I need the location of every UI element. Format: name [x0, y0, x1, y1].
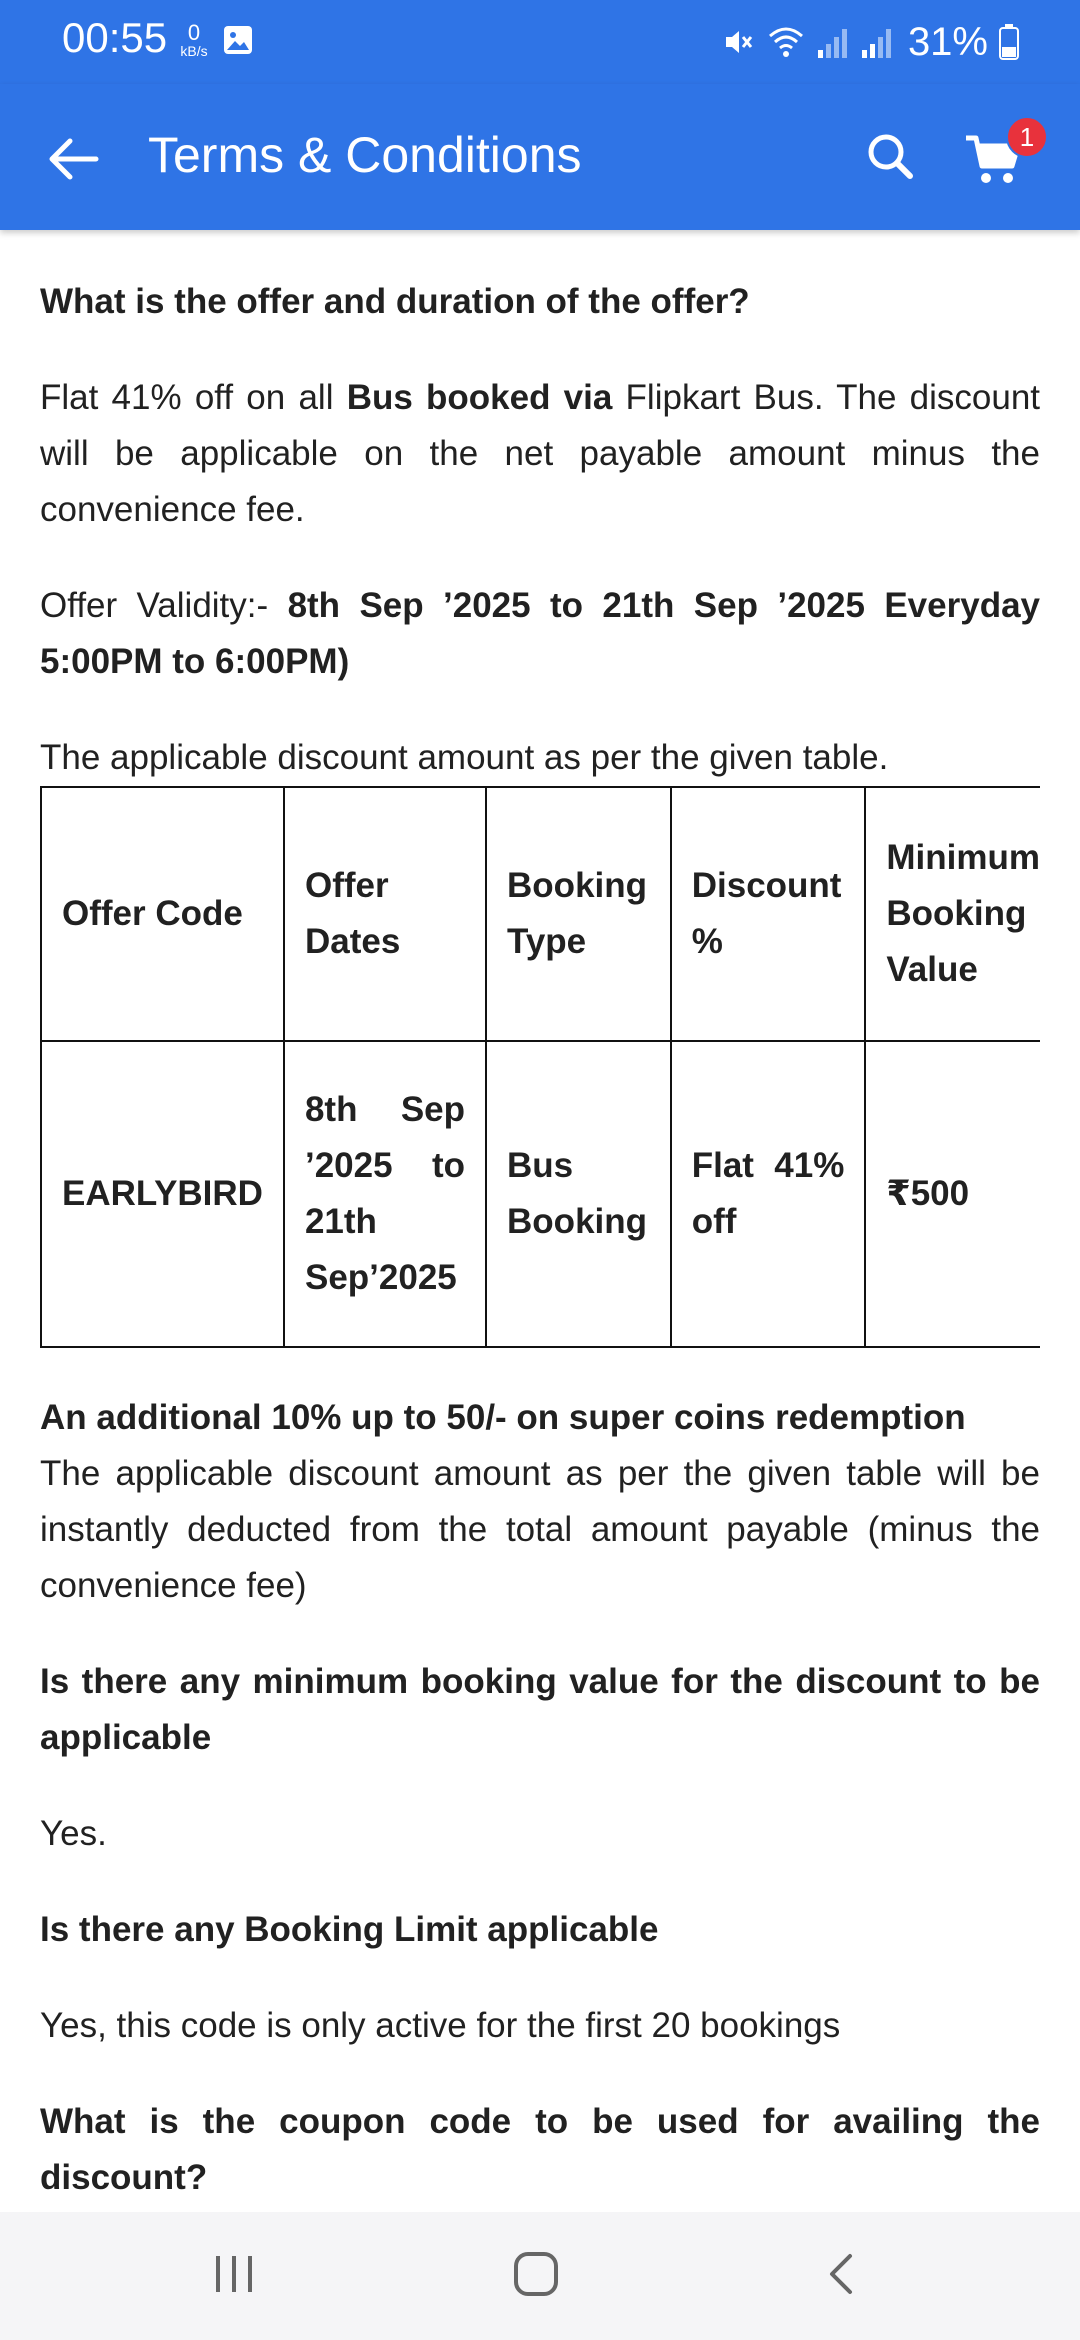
offer-table — [40, 786, 1040, 1348]
additional-offer-heading: An additional 10% up to 50/- on super coins redemption — [40, 1398, 966, 1437]
app-bar — [0, 84, 1080, 230]
cell-min-booking: ₹500 — [865, 1041, 1040, 1347]
validity-value: 8th Sep ’2025 to 21th Sep ’2025 Everyday 5:00PM to 6:00PM) — [40, 586, 1041, 681]
cell-offer-code: EARLYBIRD — [41, 1041, 284, 1347]
table-intro: The applicable discount amount as per the given table. — [40, 738, 889, 777]
header-offer-dates: Offer Dates — [284, 787, 486, 1041]
nav-back-icon[interactable] — [820, 2252, 864, 2296]
status-time: 00:55 — [62, 14, 168, 61]
validity-label: Offer Validity:- — [40, 586, 288, 625]
mute-icon — [720, 24, 756, 60]
question-offer-duration: What is the offer and duration of the offer? — [40, 282, 750, 321]
network-speed-unit: kB/s — [180, 43, 208, 59]
table-row — [41, 1041, 1040, 1347]
header-discount: Discount % — [671, 787, 866, 1041]
header-booking-type: Booking Type — [486, 787, 671, 1041]
search-icon[interactable] — [862, 126, 918, 186]
offer-text-bold: Bus booked via — [346, 378, 613, 417]
answer-minimum-value: Yes. — [40, 1814, 107, 1853]
status-bar — [0, 0, 1080, 84]
network-speed — [174, 22, 214, 58]
header-offer-code: Offer Code — [41, 787, 284, 1041]
battery-icon — [998, 23, 1020, 61]
home-icon[interactable] — [512, 2250, 560, 2298]
offer-description — [40, 370, 1040, 538]
cell-offer-dates: 8th Sep ’2025 to 21th Sep’2025 — [284, 1041, 486, 1347]
status-indicators — [720, 18, 1020, 66]
table-header-row — [41, 787, 1040, 1041]
wifi-icon — [766, 24, 806, 60]
network-speed-value: 0 — [187, 20, 201, 45]
cell-discount: Flat 41% off — [671, 1041, 866, 1347]
offer-validity — [40, 578, 1040, 690]
system-nav-bar — [0, 2212, 1080, 2340]
answer-booking-limit: Yes, this code is only active for the first 20 bookings — [40, 2006, 841, 2045]
question-minimum-value: Is there any minimum booking value for the discount to be applicable — [40, 1662, 1040, 1757]
signal-icon-1 — [816, 24, 850, 60]
offer-text-2: Flipkart Bus. The discount will be applicable on the net payable amount minus the convenience fee. — [40, 378, 1041, 529]
battery-percent: 31% — [907, 19, 988, 64]
additional-offer-text: The applicable discount amount as per the given table will be instantly deducted from the total amount payable (minus the convenience fee) — [40, 1454, 1040, 1605]
offer-text-1: Flat 41% off on all — [40, 378, 347, 417]
question-booking-limit: Is there any Booking Limit applicable — [40, 1910, 659, 1949]
back-arrow-icon[interactable] — [44, 129, 104, 189]
header-min-booking: Minimum Booking Value — [865, 787, 1040, 1041]
cell-booking-type: Bus Booking — [486, 1041, 671, 1347]
page-title: Terms & Conditions — [148, 127, 582, 183]
question-coupon-code: What is the coupon code to be used for availing the discount? — [40, 2102, 1040, 2197]
recent-apps-icon[interactable] — [212, 2252, 256, 2296]
signal-icon-2 — [860, 24, 894, 60]
gallery-notification-icon — [222, 24, 254, 56]
terms-content — [40, 230, 1040, 2206]
cart-count-badge: 1 — [1006, 116, 1048, 158]
